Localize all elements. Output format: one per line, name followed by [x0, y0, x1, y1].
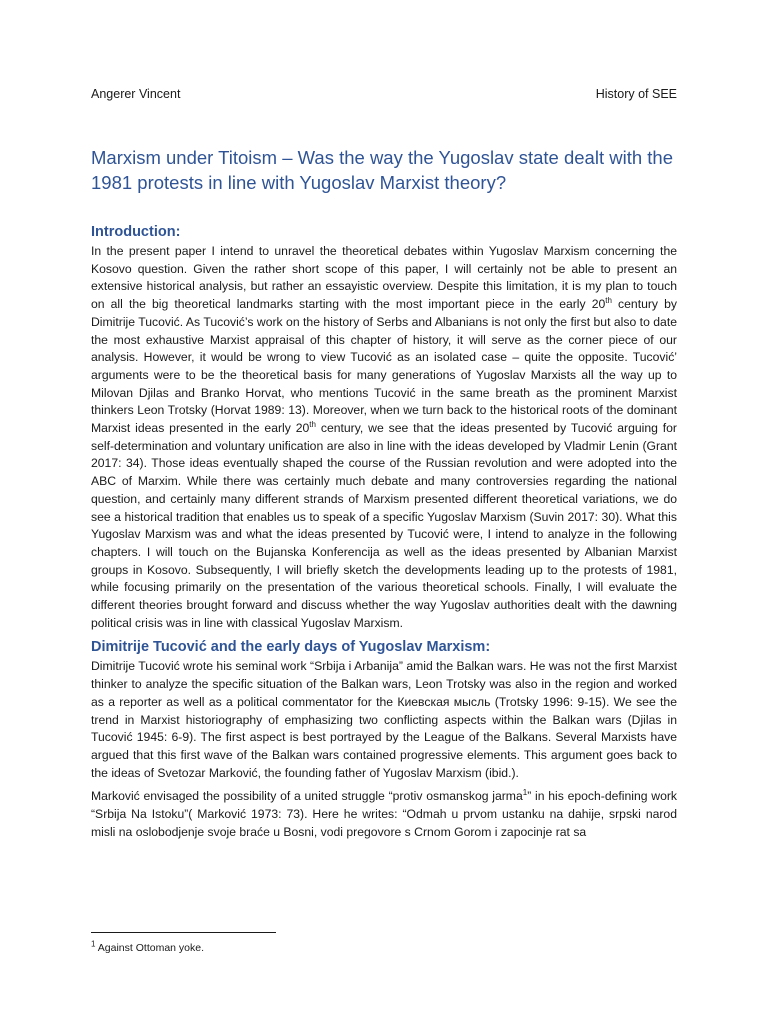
footnote-reference[interactable]: 1	[522, 788, 528, 798]
text-run: ” in his epoch-defining work “Srbija Na Istoku”( Marković 1973: 73). Here he writes: “Odmah u prvom ustanku na dahije, srpski narod misli na oslobodjenje svoje braće u Bosni, vodi pregovore s Crnom Gorom i zapocinje rat sa	[91, 789, 678, 839]
header-course: History of SEE	[595, 87, 677, 101]
introduction-paragraph	[91, 243, 677, 632]
section-heading-tucovic: Dimitrije Tucović and the early days of Yugoslav Marxism:	[91, 639, 491, 656]
text-run: In the present paper I intend to unravel the theoretical debates within Yugoslav Marxism concerning the Kosovo question. Given the rather short scope of this paper, I will certainly not be able to present an extensive historical analysis, but rather an essayistic overview. Despite this limitation, it is my plan to touch on all the big theoretical landmarks starting with the most important piece in the early 20	[91, 244, 677, 312]
body-paragraph	[91, 788, 677, 841]
superscript: th	[605, 296, 612, 306]
section-heading-introduction: Introduction:	[91, 224, 181, 240]
text-run: century by Dimitrije Tucović. As Tucović’s work on the history of Serbs and Albanians is not only the first but also to date the most exhaustive Marxist appraisal of this chapter of history, it will serve as the corner piece of our analysis. However, it would be wrong to view Tucović as an isolated case – quite the opposite. Tucović’ arguments were to be the theoretical basis for many generations of Yugoslav Marxists all the way up to Milovan Djilas and Branko Horvat, who mentions Tucović in the same breath as the prominent Marxist thinkers Leon Trotsky (Horvat 1989: 13). Moreover, when we turn back to the historical roots of the dominant Marxist ideas presented in the early 20	[91, 297, 677, 436]
text-run: century, we see that the ideas presented by Tucović arguing for self-determination and voluntary unification are also in line with the ideas developed by Vladmir Lenin (Grant 2017: 34). Those ideas eventually shaped the course of the Russian revolution and were adopted into the ABC of Marxim. While there was certainly much debate and many controversies regarding the national question, and certainly many different strands of Marxism presented different theoretical variations, we do see a historical tradition that enables us to speak of a specific Yugoslav Marxism (Suvin 2017: 30). What this Yugoslav Marxism was and what the ideas presented by Tucović were, I intend to analyze in the following chapters. I will touch on the Bujanska Konferencija as well as the ideas presented by Albanian Marxist groups in Kosovo. Subsequently, I will briefly sketch the developments leading up to the protests of 1981, while focusing primarily on the presentation of the various theoretical schools. Finally, I will evaluate the different theories brought forward and discuss whether the way Yugoslav authorities dealt with the dawning political crisis was in line with classical Yugoslav Marxism.	[91, 421, 677, 630]
footnote-marker: 1	[91, 939, 96, 949]
body-paragraph: Dimitrije Tucović wrote his seminal work “Srbija i Arbanija” amid the Balkan wars. He was not the first Marxist thinker to analyze the specific situation of the Balkan wars, Leon Trotsky was also in the region and worked as a reporter as well as a political commentator for the Киевская мысль (Trotsky 1996: 9-15). We see the trend in Marxist historiography of emphasizing two conflicting aspects within the Balkan wars (Djilas in Tucović 1945: 6-9). The first aspect is best portrayed by the League of the Balkans. Several Marxists have argued that this first wave of the Balkan wars contained progressive elements. This argument goes back to the ideas of Svetozar Marković, the founding father of Yugoslav Marxism (ibid.).	[91, 659, 677, 780]
footnote-text: Against Ottoman yoke.	[95, 942, 205, 954]
paper-title: Marxism under Titoism – Was the way the Yugoslav state dealt with the 1981 protests in line with Yugoslav Marxist theory?	[91, 147, 673, 193]
text-run: Marković envisaged the possibility of a united struggle “protiv osmanskog jarma	[91, 789, 523, 804]
page-header	[91, 86, 677, 102]
footnote	[91, 941, 204, 955]
header-author: Angerer Vincent	[91, 87, 181, 101]
footnote-separator	[91, 932, 276, 933]
superscript: th	[309, 419, 316, 429]
paper-body	[91, 222, 677, 842]
